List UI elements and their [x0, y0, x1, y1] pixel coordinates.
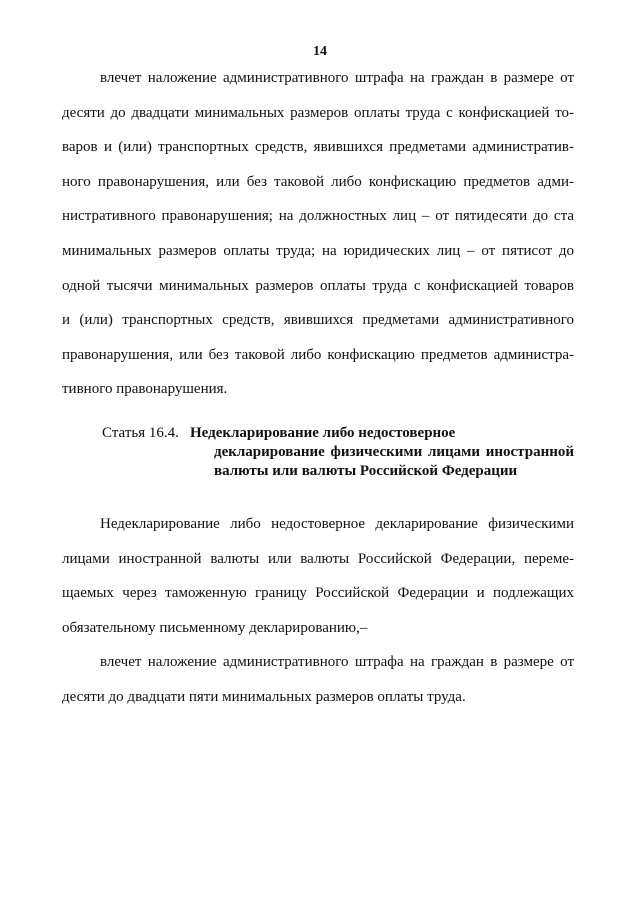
- text-line: десяти до двадцати пяти минимальных размеров оплаты труда.: [62, 688, 466, 705]
- text-line: обязательному письменному декларированию,–: [62, 619, 368, 636]
- paragraph-offense-16-4: [62, 507, 574, 645]
- text-line: и (или) транспортных средств, явившихся предметами административного: [62, 312, 574, 329]
- article-title-line: Недекларирование либо недостоверное: [190, 425, 456, 441]
- text-line: минимальных размеров оплаты труда; на юридических лиц – от пятисот до: [62, 242, 574, 259]
- text-line: лицами иностранной валюты или валюты Российской Федерации, переме-: [62, 550, 574, 567]
- text-line: одной тысячи минимальных размеров оплаты труда с конфискацией товаров: [62, 277, 574, 294]
- article-title-line: декларирование физическими лицами иностранной: [214, 444, 574, 460]
- article-number: Статья 16.4.: [102, 425, 179, 441]
- text-line: влечет наложение административного штрафа на граждан в размере от: [100, 654, 574, 670]
- paragraph-penalty-16-4: [62, 645, 574, 714]
- article-title-line: валюты или валюты Российской Федерации: [214, 463, 518, 479]
- page-number: 14: [313, 44, 327, 59]
- text-line: Недекларирование либо недостоверное декларирование физическими: [100, 516, 574, 532]
- text-line: тивного правонарушения.: [62, 381, 228, 398]
- article-title: [190, 424, 574, 481]
- text-line: нистративного правонарушения; на должностных лиц – от пятидесяти до ста: [62, 208, 574, 225]
- text-line: десяти до двадцати минимальных размеров оплаты труда с конфискацией то-: [62, 104, 574, 121]
- text-line: варов и (или) транспортных средств, явившихся предметами административ-: [62, 139, 574, 156]
- paragraph-penalty-16-3: [62, 61, 574, 407]
- text-line: ного правонарушения, или без таковой либо конфискацию предметов адми-: [62, 173, 574, 190]
- text-line: щаемых через таможенную границу Российской Федерации и подлежащих: [62, 585, 574, 602]
- text-line: правонарушения, или без таковой либо конфискацию предметов администра-: [62, 346, 574, 363]
- text-line: влечет наложение административного штрафа на граждан в размере от: [100, 70, 574, 86]
